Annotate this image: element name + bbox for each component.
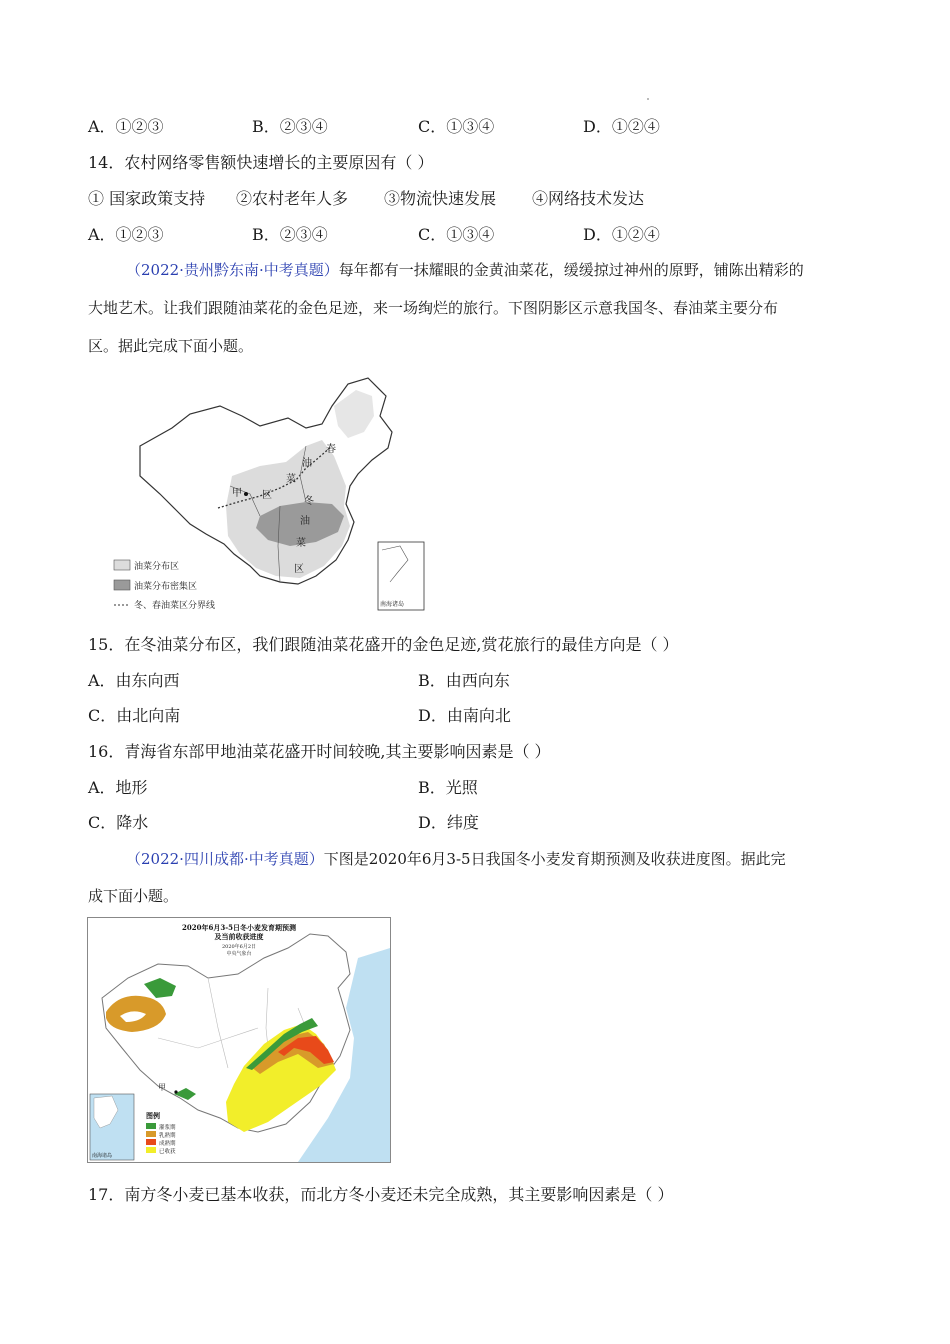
- passage1-line2: 大地艺术。让我们跟随油菜花的金色足迹，来一场绚烂的旅行。下图阴影区示意我国冬、春油菜主要分布: [88, 299, 779, 317]
- wheat-progress-map: [87, 917, 391, 1163]
- q15-stem: 15．在冬油菜分布区，我们跟随油菜花盛开的金色足迹,赏花旅行的最佳方向是（ ）: [88, 635, 679, 654]
- q16-option-a[interactable]: A．地形: [88, 778, 148, 797]
- q16-stem: 16．青海省东部甲地油菜花盛开时间较晚,其主要影响因素是（ ）: [88, 742, 551, 761]
- spring-label-4: 区: [262, 490, 272, 501]
- passage1-source: （2022·贵州黔东南·中考真题）: [126, 261, 339, 279]
- q13-option-d[interactable]: D．①②④: [583, 117, 660, 136]
- passage2-line2: 成下面小题。: [88, 887, 179, 905]
- legend-swatch-harvested: [146, 1147, 156, 1153]
- inset-frame: [378, 542, 424, 610]
- legend-area-label: 油菜分布区: [134, 562, 180, 572]
- legend-boundary-label: 冬、春油菜区分界线: [134, 601, 216, 611]
- q14-stem: 14．农村网络零售额快速增长的主要原因有（ ）: [88, 153, 434, 172]
- legend-swatch-area: [114, 560, 130, 570]
- q16-option-c[interactable]: C．降水: [88, 813, 149, 832]
- map2-sub-1: 2020年6月2日: [221, 944, 257, 950]
- legend-swatch-mature: [146, 1139, 156, 1145]
- q16-option-d[interactable]: D．纬度: [418, 813, 479, 832]
- winter-label-4: 区: [294, 564, 304, 575]
- q14-item-2: ②农村老年人多: [236, 189, 349, 208]
- q13-option-a[interactable]: A．①②③: [88, 117, 164, 136]
- passage2-line1: [126, 848, 786, 870]
- q17-stem: 17．南方冬小麦已基本收获，而北方冬小麦还未完全成熟，其主要影响因素是（ ）: [88, 1185, 674, 1204]
- map2-jia-point: [174, 1090, 177, 1093]
- q14-option-a[interactable]: A．①②③: [88, 225, 164, 244]
- spring-label-2: 油: [302, 458, 312, 469]
- map2-title-1: 2020年6月3-5日冬小麦发育期预测: [182, 923, 296, 932]
- passage2-source: （2022·四川成都·中考真题）: [126, 850, 324, 868]
- q15-option-d[interactable]: D．由南向北: [418, 706, 511, 725]
- map2-sub-2: 中央气象台: [226, 951, 252, 957]
- map2-title-2: 及当前收获进度: [214, 932, 264, 941]
- q14-option-d[interactable]: D．①②④: [583, 225, 660, 244]
- legend-swatch-grain-fill: [146, 1123, 156, 1129]
- legend-label-milk: 乳熟期: [159, 1133, 176, 1139]
- passage1-text1: 每年都有一抹耀眼的金黄油菜花，缓缓掠过神州的原野，铺陈出精彩的: [338, 261, 804, 279]
- winter-label-3: 菜: [296, 538, 306, 549]
- spring-label-1: 春: [326, 444, 336, 455]
- legend-label-mature: 成熟期: [159, 1141, 176, 1147]
- q14-item-3: ③物流快速发展: [384, 189, 497, 208]
- winter-label-2: 油: [300, 516, 310, 527]
- q15-option-a[interactable]: A．由东向西: [88, 671, 180, 690]
- legend-label-grain-fill: 灌浆期: [159, 1125, 176, 1131]
- q15-option-c[interactable]: C．由北向南: [88, 706, 181, 725]
- q13-option-c[interactable]: C．①③④: [418, 117, 495, 136]
- jia-label: 甲: [232, 488, 242, 499]
- passage1-line3: 区。据此完成下面小题。: [88, 337, 254, 355]
- map2-inset-label: 南海诸岛: [92, 1153, 113, 1159]
- jia-point: [244, 492, 248, 496]
- stray-dot: [647, 98, 649, 100]
- passage1-line1: [126, 259, 804, 281]
- q14-item-4: ④网络技术发达: [532, 189, 645, 208]
- q14-item-1: ① 国家政策支持: [88, 189, 206, 208]
- spring-label-3: 菜: [286, 474, 296, 485]
- q16-option-b[interactable]: B．光照: [418, 778, 478, 797]
- q13-option-b[interactable]: B．②③④: [252, 117, 328, 136]
- legend-label-harvested: 已收获: [159, 1149, 176, 1155]
- winter-label-1: 冬: [304, 496, 314, 507]
- legend-dense-label: 油菜分布密集区: [134, 582, 198, 592]
- q14-option-b[interactable]: B．②③④: [252, 225, 328, 244]
- legend-swatch-milk: [146, 1131, 156, 1137]
- map2-jia-label: 甲: [158, 1083, 166, 1092]
- q14-option-c[interactable]: C．①③④: [418, 225, 495, 244]
- q15-option-b[interactable]: B．由西向东: [418, 671, 510, 690]
- rapeseed-distribution-map: [110, 376, 428, 614]
- inset-label: 南海诸岛: [380, 601, 405, 608]
- legend-swatch-dense: [114, 580, 130, 590]
- map2-legend-title: 图例: [146, 1111, 160, 1120]
- passage2-text1: 下图是2020年6月3-5日我国冬小麦发育期预测及收获进度图。据此完: [323, 850, 786, 868]
